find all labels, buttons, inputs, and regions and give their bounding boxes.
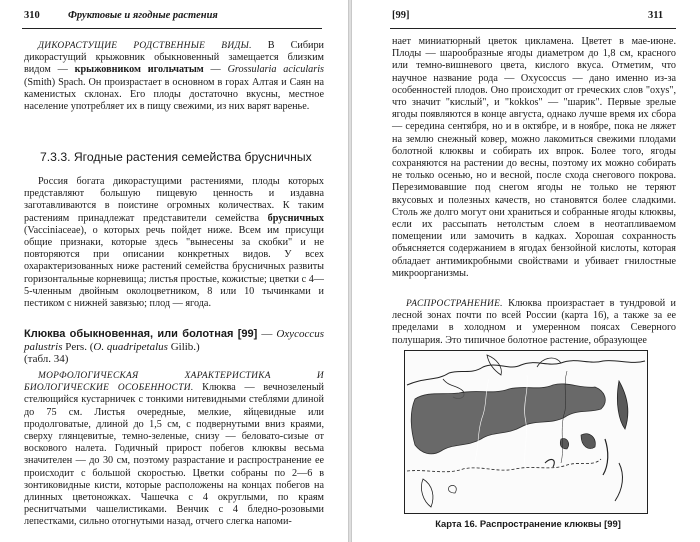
distribution-lead: РАСПРОСТРАНЕНИЕ. (406, 299, 503, 309)
species-synonym: O. quadripetalus (93, 340, 168, 353)
left-page-number: 310 (24, 10, 40, 21)
related-species-paragraph: ДИКОРАСТУЩИЕ РОДСТВЕННЫЕ ВИДЫ. В Сибири дикорастущий крыжовник обыкновенный замещается близким видом — крыжовником игольчатым — Grossularia acicularis (Smith) Spach. Он произрастает в основном в горах Алтая и Саян на каменистых склонах. Его плоды достаточно вкусны, местное население употребляет их в пищу свежими, из них варят варенье. (24, 40, 325, 113)
running-title: Фруктовые и ягодные растения (68, 10, 218, 21)
right-page-header (352, 10, 700, 26)
section-heading: 7.3.3. Ягодные растения семейства брусничных (40, 150, 312, 164)
gooseberry-name: крыжовником игольчатым (74, 64, 204, 76)
left-page-header (0, 10, 348, 26)
related-species-lead: ДИКОРАСТУЩИЕ РОДСТВЕННЫЕ ВИДЫ. (38, 41, 252, 51)
left-page (0, 0, 348, 542)
header-rule (22, 28, 322, 29)
distribution-paragraph: РАСПРОСТРАНЕНИЕ. Клюква произрастает в тундровой и лесной зонах почти по всей России (карта 16), а также за ее пределами в холодном и умеренном поясах Северного полушария. Это типичное болотное растение, образующее (392, 298, 676, 346)
species-latin-name: Oxycoccus palustris (24, 328, 324, 353)
table-reference: (табл. 34) (24, 353, 69, 366)
species-common-name: Клюква обыкновенная, или болотная [99] (24, 328, 258, 340)
fruit-paragraph: нает миниатюрный цветок цикламена. Цветет в мае-июне. Плоды — шарообразные ягоды диаметром до 1,8 см, красного или темно-вишневого цвета, кислого вкуса. Отметим, что научное название рода — Oxycoccus — дано именно из-за особенностей плодов. Оно происходит от греческих слов "oxys", что значит "кислый", и "kokkos" — "шарик". Первые зрелые ягоды появляются в конце августа, однако лучше время их сбора — середина сентября, но и в октябре, и в ноябре, пока не ляжет на землю снежный ковер, можно лакомиться свежими плодами болотной клюквы и собирать их впрок. Более того, ягоды сохраняются на растении до весны, поэтому их можно собирать не только осенью, но и весной, после схода снегового покрова. Перезимовавшие под снегом ягоды не только не теряют вкусовых и полезных качеств, но становятся более сладкими. Столь же долго могут они храниться и собранные ягоды клюквы, если их рассыпать нетолстым слоем в неотапливаемом помещении или замочить в кадках. Хорошая сохранность объясняется содержанием в ягодах бензойной кислоты, которая обладает антимикробными свойствами и убивает гнилостные микроорганизмы. (392, 36, 676, 279)
map-caption: Карта 16. Распространение клюквы [99] (435, 518, 621, 529)
family-intro-paragraph: Россия богата дикорастущими растениями, плоды которых представляют большую пищевую ценность и издавна заготавливаются в поистине огромных количествах. К таким растениям принадлежат представители семейства брусничных (Vacciniaceae), о которых речь пойдет ниже. Всем им присущи общие признаки, которые здесь "вынесены за скобки" и не повторяются при описании конкретных видов. У всех охарактеризованных ниже растений семейства брусничных развиты горизонтальные корневища; листья простые, кожистые; цветки с 4—5-членным двойным околоцветником, 8 или 10 тычинками и пестиком с нижней завязью; плод — ягода. (24, 176, 324, 310)
right-page (352, 0, 700, 542)
morphology-lead: МОРФОЛОГИЧЕСКАЯ ХАРАКТЕРИСТИКА И БИОЛОГИЧЕСКИЕ ОСОБЕННОСТИ. (24, 371, 324, 394)
bracket-reference: [99] (392, 10, 410, 21)
latin-name: Grossularia acicularis (227, 64, 325, 76)
morphology-paragraph: МОРФОЛОГИЧЕСКАЯ ХАРАКТЕРИСТИКА И БИОЛОГИЧЕСКИЕ ОСОБЕННОСТИ. Клюква — вечнозеленый стелющийся кустарничек с тонкими нитевидными стеблями длиной до 75 см. Листья очередные, мелкие, яйцевидные или продолговатые, длиной до 1,5 см, с подвернутыми вниз краями, сверху глянцевитые, темно-зеленые, снизу — беловато-сизые от воскового налета. Годичный прирост побегов клюквы весьма значителен — до 30 см, поэтому разрастание и распространение ее происходит с большой скоростью. Цветки собраны по 2—6 в зонтиковидные кисти, которые расположены на концах побегов на длинных цветоножках. Чашечка с 4 округлыми, по краям реснитчатыми чашелистиками. Венчик с 4 бледно-розовыми лепестками, сильно отогнутыми назад, отчего слегка напоми- (24, 371, 324, 528)
right-page-number: 311 (648, 10, 664, 21)
family-name: брусничных (267, 212, 324, 224)
species-title: Клюква обыкновенная, или болотная [99] — Oxycoccus palustris Pers. (O. quadripetalus Gilib.) (табл. 34) (24, 328, 324, 366)
cranberry-range-map (404, 350, 648, 514)
header-rule-right (390, 28, 676, 29)
